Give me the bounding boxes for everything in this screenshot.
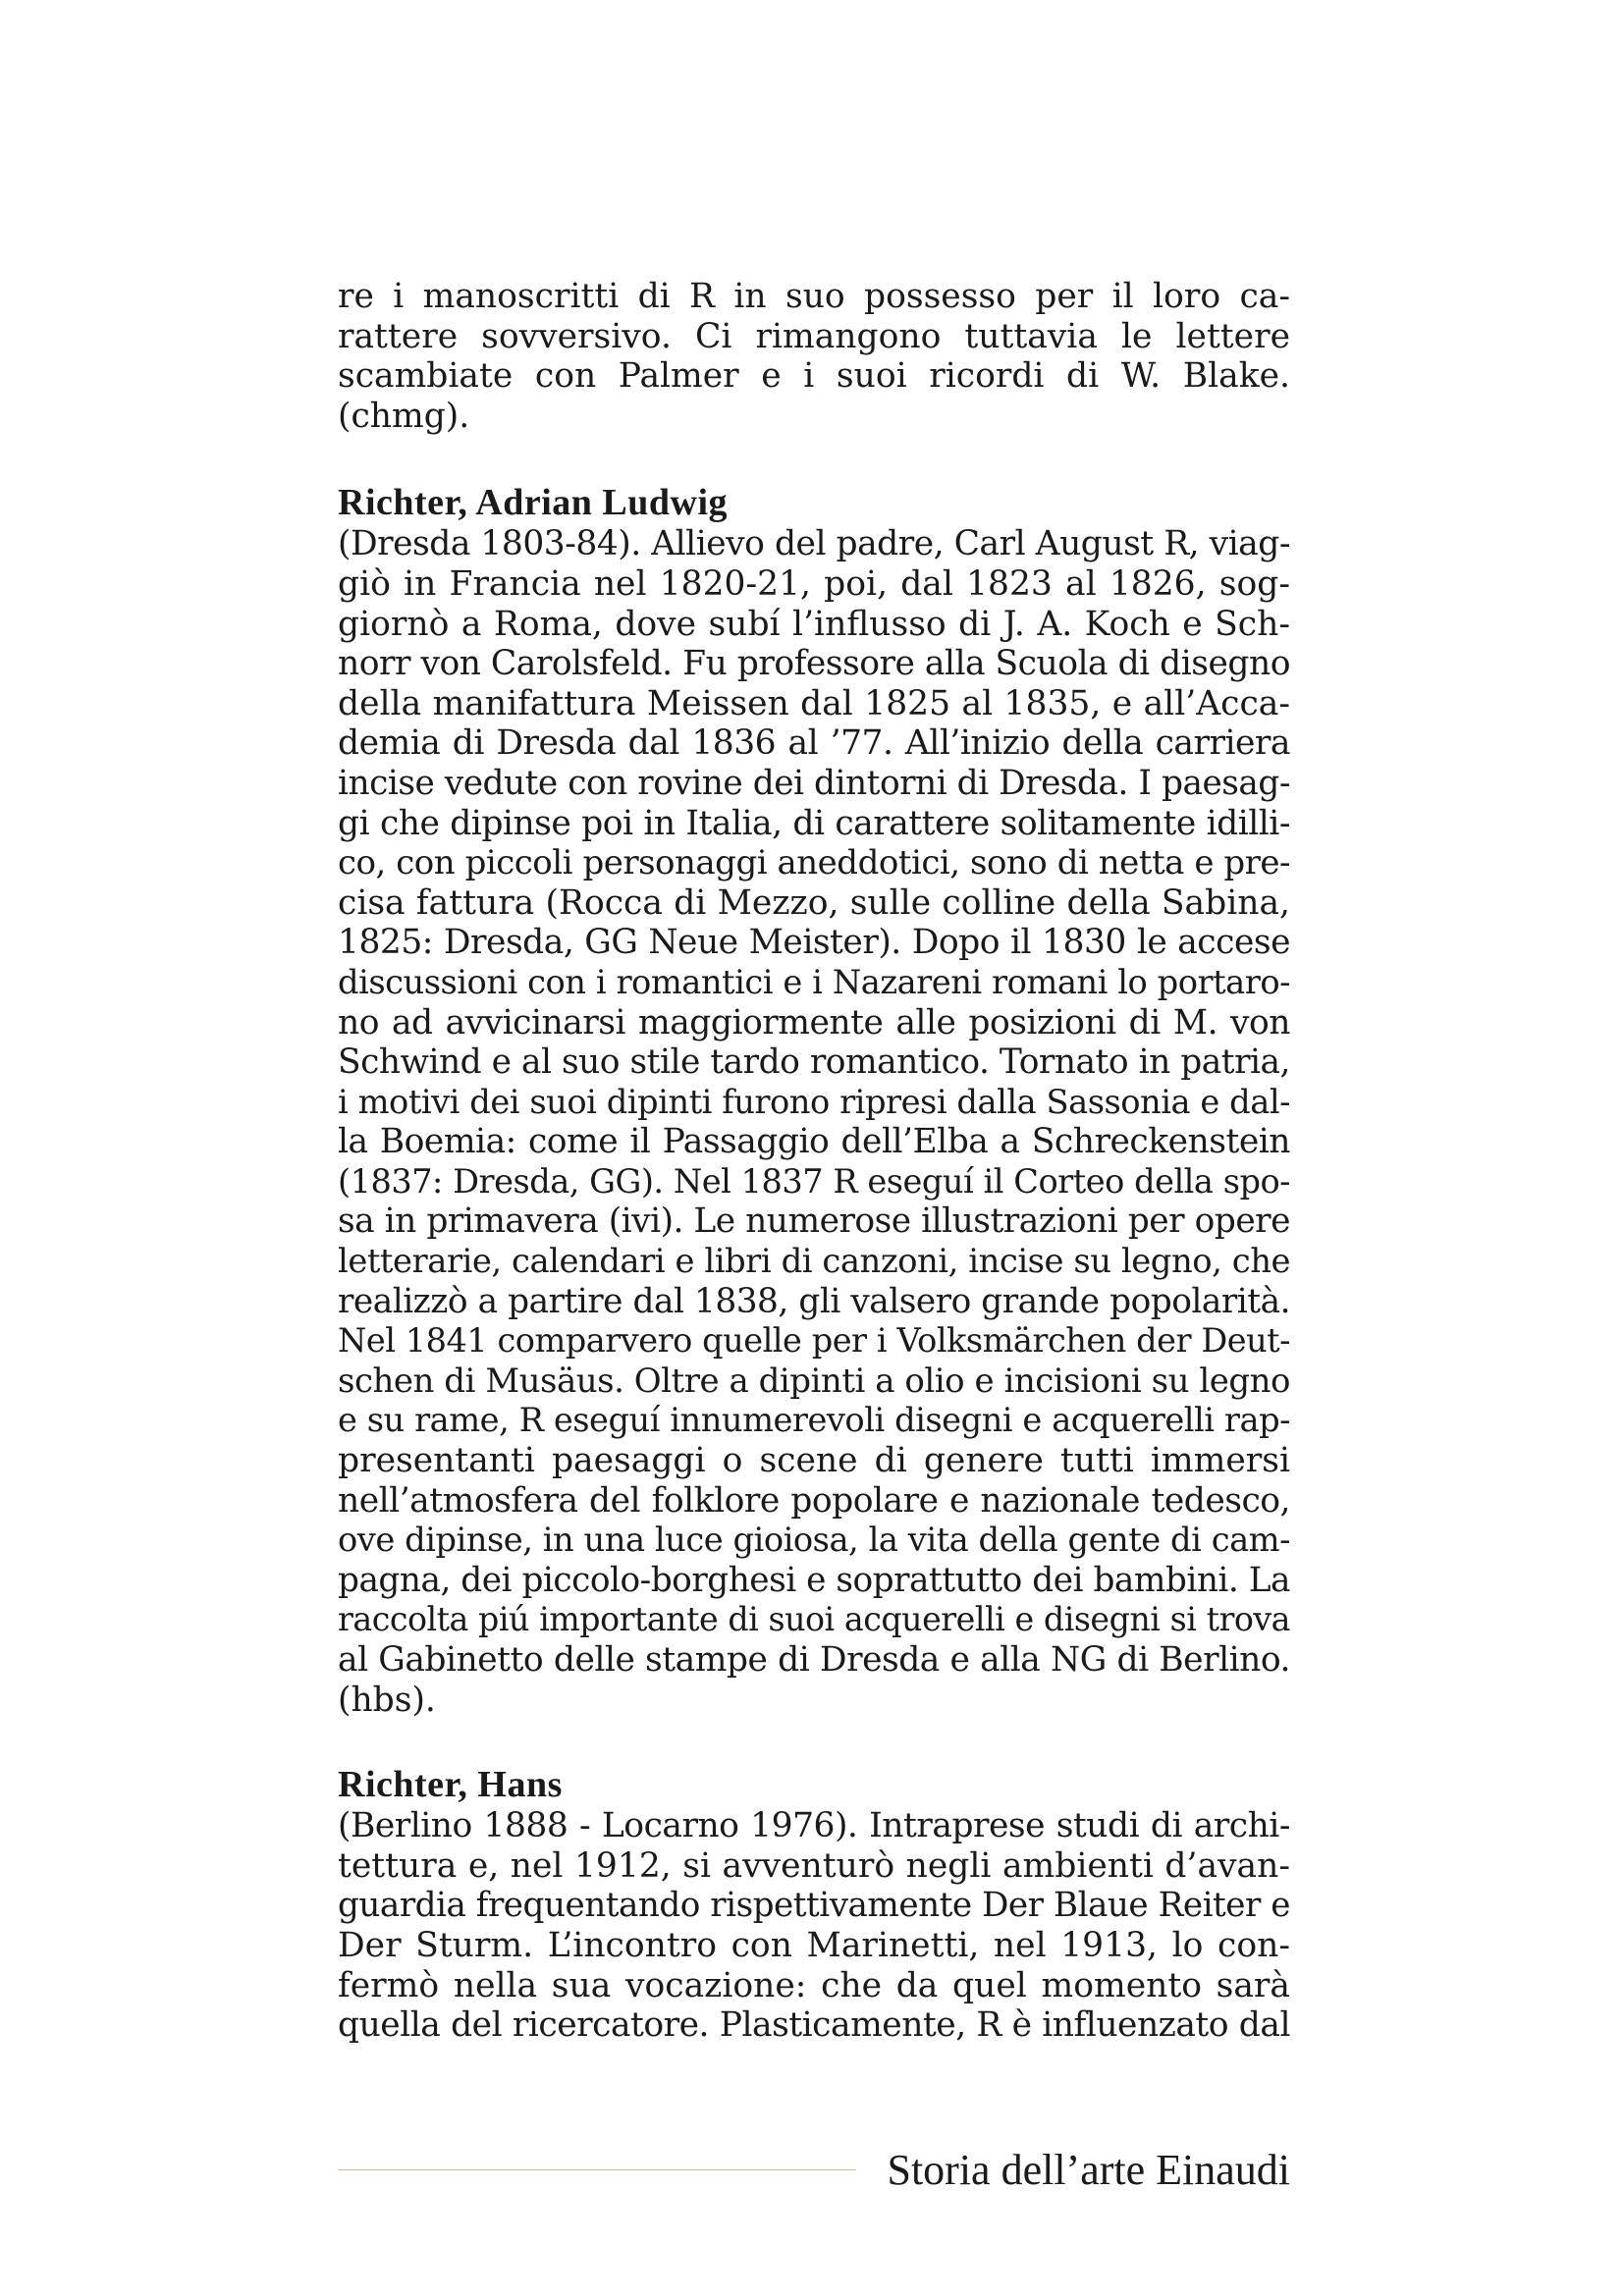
text-line: ove dipinse, in una luce gioiosa, la vita della gente di cam- (338, 1521, 1290, 1560)
text-line: raccolta piú importante di suoi acquerelli e disegni si trova (338, 1600, 1290, 1639)
entry-body (338, 524, 1290, 1720)
text-line: presentanti paesaggi o scene di genere tutti immersi (338, 1441, 1290, 1481)
text-line: letterarie, calendari e libri di canzoni, incise su legno, che (338, 1242, 1290, 1281)
text-line: rattere sovversivo. Ci rimangono tuttavia le lettere (338, 316, 1290, 356)
text-line: schen di Musäus. Oltre a dipinti a olio e incisioni su legno (338, 1361, 1290, 1401)
footer-rule (338, 2169, 856, 2170)
text-line: Nel 1841 comparvero quelle per i Volksmärchen der Deut- (338, 1321, 1290, 1361)
footer-title: Storia dell’arte Einaudi (887, 2146, 1290, 2194)
text-line: (Berlino 1888 - Locarno 1976). Intraprese studi di archi- (338, 1806, 1290, 1846)
text-line: giornò a Roma, dove subí l’influsso di J. A. Koch e Sch- (338, 604, 1290, 644)
text-line: demia di Dresda dal 1836 al ’77. All’inizio della carriera (338, 723, 1290, 764)
text-line: i motivi dei suoi dipinti furono ripresi dalla Sassonia e dal- (338, 1082, 1290, 1121)
text-line: quella del ricercatore. Plasticamente, R è influenzato dal (338, 2005, 1290, 2046)
text-line: (1837: Dresda, GG). Nel 1837 R eseguí il Corteo della spo- (338, 1161, 1290, 1201)
text-line: giò in Francia nel 1820-21, poi, dal 1823 al 1826, sog- (338, 563, 1290, 604)
text-line: 1825: Dresda, GG Neue Meister). Dopo il 1830 le accese (338, 923, 1290, 963)
intro-paragraph (338, 277, 1290, 436)
entry-body (338, 1806, 1290, 2046)
text-line: sa in primavera (ivi). Le numerose illustrazioni per opere (338, 1201, 1290, 1242)
text-line: la Boemia: come il Passaggio dell’Elba a Schreckenstein (338, 1122, 1290, 1162)
text-line: della manifattura Meissen dal 1825 al 1835, e all’Acca- (338, 683, 1290, 723)
text-line: cisa fattura (Rocca di Mezzo, sulle colline della Sabina, (338, 882, 1290, 923)
text-line: no ad avvicinarsi maggiormente alle posizioni di M. von (338, 1002, 1290, 1042)
entry-heading: Richter, Adrian Ludwig (338, 482, 729, 524)
text-line: (hbs). (338, 1680, 436, 1720)
text-line: (Dresda 1803-84). Allievo del padre, Carl August R, viag- (338, 524, 1290, 564)
text-line: scambiate con Palmer e i suoi ricordi di W. Blake. (338, 356, 1290, 397)
text-line: fermò nella sua vocazione: che da quel momento sarà (338, 1965, 1290, 2005)
text-line: nell’atmosfera del folklore popolare e nazionale tedesco, (338, 1480, 1290, 1521)
text-line: incise vedute con rovine dei dintorni di Dresda. I paesag- (338, 763, 1290, 803)
text-line: gi che dipinse poi in Italia, di carattere solitamente idilli- (338, 803, 1290, 843)
text-line: tettura e, nel 1912, si avventurò negli ambienti d’avan- (338, 1845, 1290, 1886)
text-line: discussioni con i romantici e i Nazareni romani lo portaro- (338, 962, 1290, 1001)
text-line: re i manoscritti di R in suo possesso per il loro ca- (338, 277, 1290, 316)
text-line: al Gabinetto delle stampe di Dresda e alla NG di Berlino. (338, 1640, 1290, 1680)
text-line: co, con piccoli personaggi aneddotici, sono di netta e pre- (338, 843, 1290, 883)
text-line: (chmg). (338, 396, 470, 436)
text-line: norr von Carolsfeld. Fu professore alla Scuola di disegno (338, 644, 1290, 684)
page-content (338, 277, 1290, 2046)
entry-heading: Richter, Hans (338, 1764, 563, 1806)
text-line: realizzò a partire dal 1838, gli valsero grande popolarità. (338, 1281, 1290, 1321)
text-line: Schwind e al suo stile tardo romantico. Tornato in patria, (338, 1042, 1290, 1083)
text-line: Der Sturm. L’incontro con Marinetti, nel 1913, lo con- (338, 1925, 1290, 1965)
text-line: pagna, dei piccolo-borghesi e soprattutto dei bambini. La (338, 1560, 1290, 1600)
text-line: guardia frequentando rispettivamente Der Blaue Reiter e (338, 1886, 1290, 1926)
text-line: e su rame, R eseguí innumerevoli disegni e acquerelli rap- (338, 1401, 1290, 1440)
